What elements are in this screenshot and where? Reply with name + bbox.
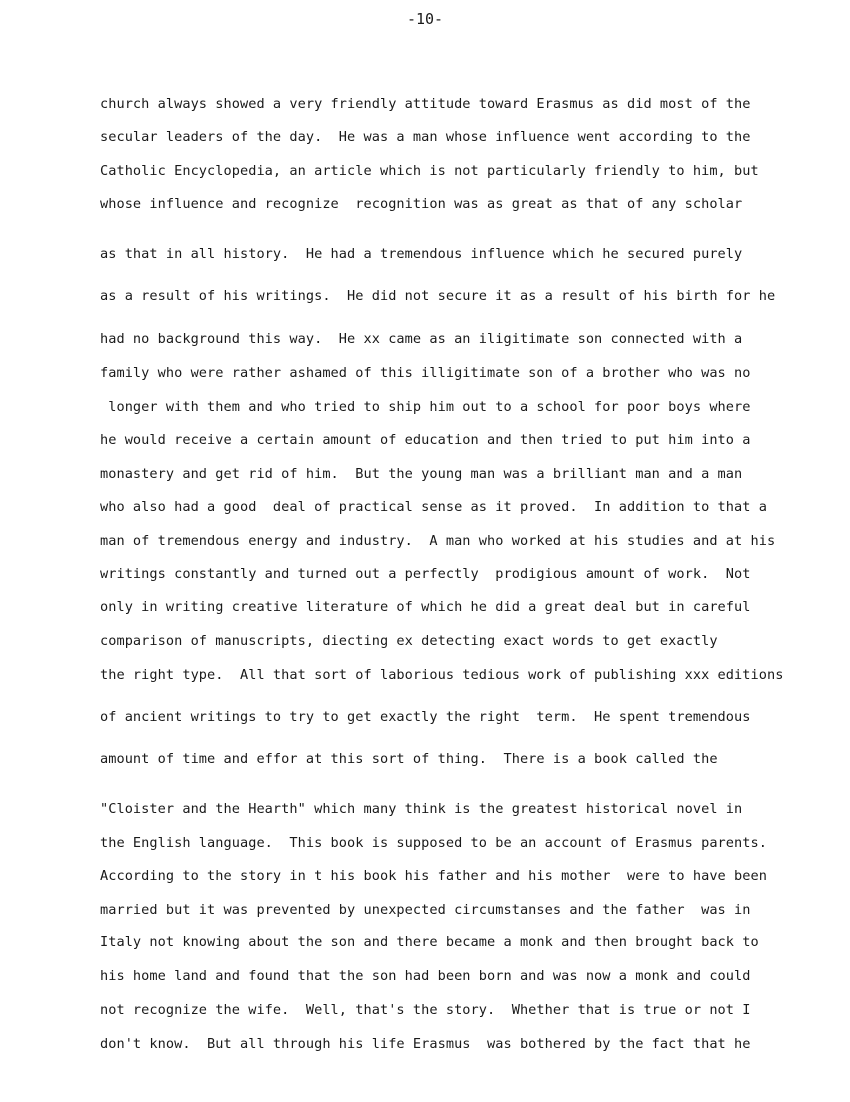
text-line: married but it was prevented by unexpected circumstanses and the father was in xyxy=(100,902,751,918)
text-line: the right type. All that sort of laborious tedious work of publishing xxx editions xyxy=(100,667,784,683)
text-line: Italy not knowing about the son and there became a monk and then brought back to xyxy=(100,934,759,950)
text-line: writings constantly and turned out a perfectly prodigious amount of work. Not xyxy=(100,566,751,582)
text-line: who also had a good deal of practical sense as it proved. In addition to that a xyxy=(100,499,767,515)
text-line: he would receive a certain amount of education and then tried to put him into a xyxy=(100,432,751,448)
page-number: -10- xyxy=(406,10,444,28)
text-line: comparison of manuscripts, diecting ex detecting exact words to get exactly xyxy=(100,633,718,649)
text-line: of ancient writings to try to get exactly the right term. He spent tremendous xyxy=(100,709,751,725)
text-line: had no background this way. He xx came as an iligitimate son connected with a xyxy=(100,331,743,347)
text-line: as that in all history. He had a tremendous influence which he secured purely xyxy=(100,246,743,262)
text-line: as a result of his writings. He did not secure it as a result of his birth for he xyxy=(100,288,776,304)
text-line: whose influence and recognize recognition was as great as that of any scholar xyxy=(100,196,743,212)
text-line: his home land and found that the son had been born and was now a monk and could xyxy=(100,968,751,984)
text-line: "Cloister and the Hearth" which many think is the greatest historical novel in xyxy=(100,801,743,817)
text-line: not recognize the wife. Well, that's the story. Whether that is true or not I xyxy=(100,1002,751,1018)
text-line: longer with them and who tried to ship him out to a school for poor boys where xyxy=(100,399,751,415)
text-line: According to the story in t his book his father and his mother were to have been xyxy=(100,868,767,884)
text-line: secular leaders of the day. He was a man whose influence went according to the xyxy=(100,129,751,145)
text-line: only in writing creative literature of which he did a great deal but in careful xyxy=(100,599,751,615)
text-line: man of tremendous energy and industry. A man who worked at his studies and at his xyxy=(100,533,776,549)
text-line: monastery and get rid of him. But the young man was a brilliant man and a man xyxy=(100,466,743,482)
text-line: church always showed a very friendly attitude toward Erasmus as did most of the xyxy=(100,96,751,112)
text-line: amount of time and effor at this sort of thing. There is a book called the xyxy=(100,751,718,767)
text-line: family who were rather ashamed of this illigitimate son of a brother who was no xyxy=(100,365,751,381)
text-line: don't know. But all through his life Erasmus was bothered by the fact that he xyxy=(100,1036,751,1052)
text-line: Catholic Encyclopedia, an article which is not particularly friendly to him, but xyxy=(100,163,759,179)
text-line: the English language. This book is supposed to be an account of Erasmus parents. xyxy=(100,835,767,851)
